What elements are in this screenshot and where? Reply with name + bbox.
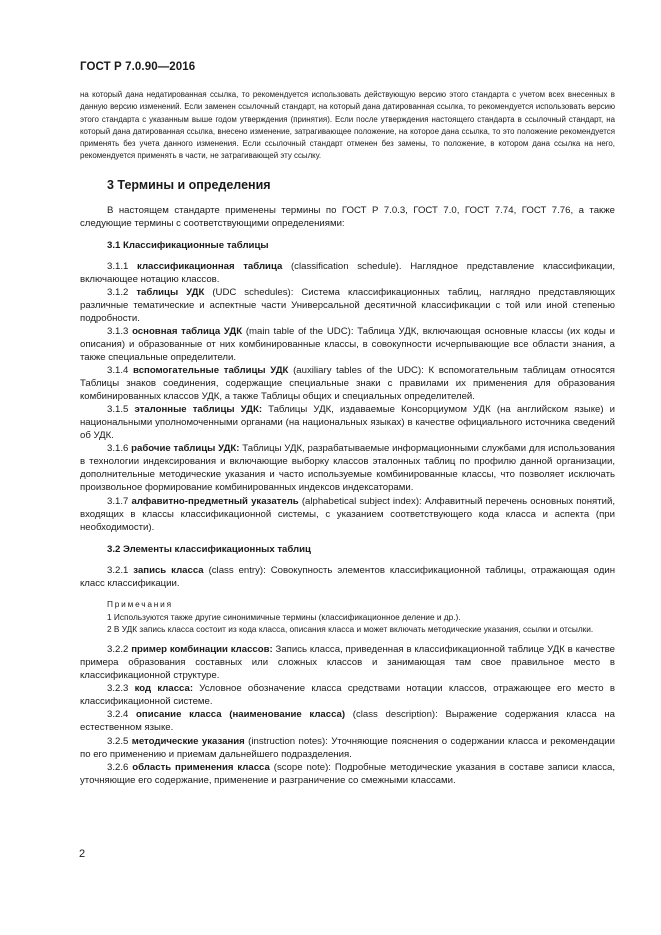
term-entry [80,325,615,364]
term-entry [80,735,615,761]
term-number: 3.1.1 [107,260,129,272]
term-number: 3.1.6 [107,443,129,455]
intro-paragraph: на который дана недатированная ссылка, то рекомендуется использовать действующую версию этого стандарта с учетом всех внесенных в данную версию изменений. Если заменен ссылочный стандарт, на который дана датированная ссылка, то рекомендуется использовать версию этого стандарта с указанным выше годом утверждения (принятия). Если после утверждения настоящего стандарта в ссылочный стандарт, на который дана датированная ссылка, внесено изменение, затрагивающее положение, на которое дана ссылка, то это положение рекомендуется применять без учета данного изменения. Если ссылочный стандарт отменен без замены, то положение, в котором дана ссылка на него, рекомендуется применять в части, не затрагивающей эту ссылку. [80,90,615,161]
term-name: пример комбинации классов: [131,644,273,656]
term-name: рабочие таблицы УДК: [131,443,240,455]
term-definition: Таблицы УДК, издаваемые Консорциумом УДК (на английском языке) и национальными уполномоченными органами (на национальных языках) в качестве официального источника сведений об УДК. [80,404,616,442]
notes-title: Примечания [107,598,173,609]
term-name: таблицы УДК [136,286,205,298]
term-number: 3.1.5 [107,404,129,416]
term-number: 3.2.4 [107,709,129,721]
term-definition: (class description): Выражение содержания класса на естественном языке. [80,709,615,734]
term-name: код класса: [134,683,194,695]
note-item: 1 Используются также другие синонимичные термины (классификационное деление и др.). [107,611,461,622]
term-definition: (classification schedule). Наглядное представление классификации, включающее нотацию классов. [80,260,616,285]
term-number: 3.1.3 [107,325,129,337]
section-intro: В настоящем стандарте применены термины по ГОСТ Р 7.0.3, ГОСТ 7.0, ГОСТ 7.74, ГОСТ 7.76, а также следующие термины с соответствующими определениями: [80,204,615,229]
term-definition: (class entry): Совокупность элементов классификационной таблицы, отражающая один класс классификации. [80,564,615,589]
note-item: 2 В УДК запись класса состоит из кода класса, описания класса и может включать методические указания, ссылки и отсылки. [107,624,594,635]
term-entry [80,286,615,325]
term-entry [80,364,615,403]
term-definition: (UDC schedules): Система классификационных таблиц, наглядно представляющих различные тематические и аспектные части Универсальной десятичной классификации с той или иной степенью подробности. [80,286,615,324]
section-heading: 3 Термины и определения [107,177,271,192]
term-definition: (auxiliary tables of the UDC): К вспомогательным таблицам относятся Таблицы знаков соединения, содержащие специальные знаки с правилами их применения для образования комбинированных классов УДК, а также Таблицы общих и специальных определителей. [80,365,615,403]
term-number: 3.2.1 [107,564,129,576]
term-number: 3.1.4 [107,365,129,377]
term-entry [80,761,615,787]
term-number: 3.2.2 [107,644,129,656]
term-name: область применения класса [132,761,270,773]
term-entry [80,682,615,708]
term-entry [80,403,615,442]
term-number: 3.1.7 [107,495,129,507]
term-entry [80,442,615,494]
page-content [80,89,615,787]
term-name: алфавитно-предметный указатель [131,495,299,507]
subsection-heading: 3.2 Элементы классификационных таблиц [107,543,311,555]
term-name: классификационная таблица [137,260,283,272]
term-definition: Запись класса, приведенная в классификационной таблице УДК в качестве примера образования составных или сложных классов и занимающая там свое правильное место в классификационной структуре. [80,644,615,682]
term-name: основная таблица УДК [132,325,243,337]
term-definition: Таблицы УДК, разрабатываемые информационными службами для использования в технологии индексирования и включающие выборку классов эталонных таблиц по профилю данной организации, дополнительные методические указания и часто используемые комбинированные классы, что позволяет исключать произвольное формирование комбинированных индексов индексаторами. [80,443,615,494]
term-name: запись класса [133,564,204,576]
term-number: 3.2.6 [107,761,129,773]
subsection-heading: 3.1 Классификационные таблицы [107,239,269,251]
term-definition: Условное обозначение класса средствами нотации классов, отражающее его место в классификационной системе. [80,683,615,708]
term-definition: (alphabetical subject index): Алфавитный перечень основных понятий, входящих в классы классификационной системы, с указанием соответствующего кода класса и аспекта (при необходимости). [80,495,615,533]
term-name: описание класса (наименование класса) [136,709,346,721]
term-entry [80,260,615,286]
term-entry [80,564,615,590]
term-definition: (scope note): Подробные методические указания в составе записи класса, уточняющие его содержание, применение и разграничение со смежными классами. [80,761,615,786]
term-number: 3.2.5 [107,735,129,747]
notes-block [80,598,615,636]
term-definition: (main table of the UDC): Таблица УДК, включающая основные классы (их коды и описания) и образованные от них комбинированные классы, в совокупности исчерпывающие все области знания, а также специальные определители. [80,325,615,364]
page-number: 2 [79,848,86,860]
term-definition: (instruction notes): Уточняющие пояснения о содержании класса и рекомендации по его применению и приемам дальнейшего подразделения. [80,735,615,760]
page-header: ГОСТ Р 7.0.90—2016 [80,61,196,73]
term-entry [80,643,615,682]
term-entry [80,708,615,734]
term-name: эталонные таблицы УДК: [134,404,263,416]
term-name: вспомогательные таблицы УДК [133,365,289,377]
term-name: методические указания [131,735,245,747]
term-number: 3.1.2 [107,286,129,298]
term-number: 3.2.3 [107,683,129,695]
term-entry [80,495,615,534]
